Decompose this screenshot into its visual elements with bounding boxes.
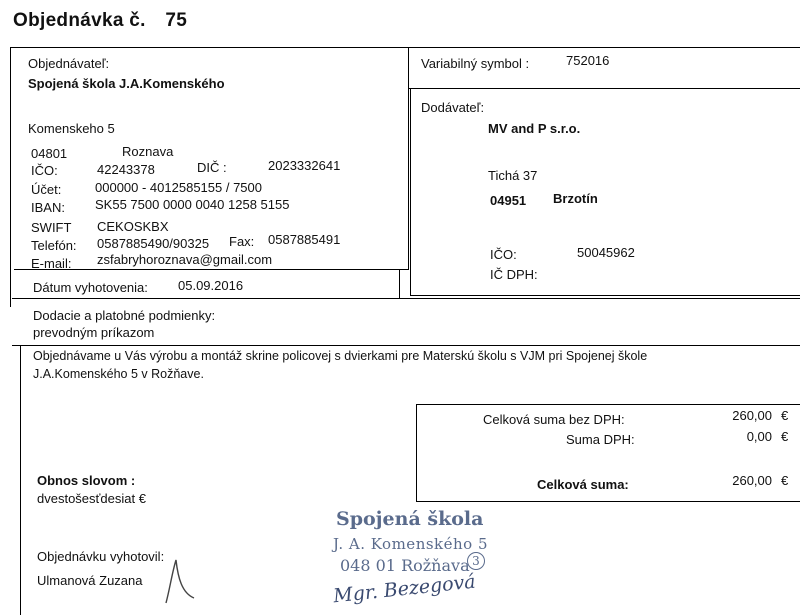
supplier-ico-label: IČO: [490, 247, 517, 262]
words-value: dvestošesťdesiat € [37, 491, 146, 506]
order-number: 75 [165, 10, 188, 31]
terms-bottom-line [12, 345, 800, 346]
orderer-zip: 04801 [31, 146, 68, 161]
stamp-line-3: 048 01 Rožňava [340, 556, 470, 575]
supplier-name: MV and P s.r.o. [488, 121, 581, 136]
orderer-iban: SK55 7500 0000 0040 1258 5155 [95, 197, 290, 212]
words-label: Obnos slovom : [37, 473, 136, 488]
terms-label: Dodacie a platobné podmienky: [33, 308, 216, 323]
totals-total-label: Celková suma: [537, 477, 629, 492]
signature: Mgr. Bezegová [332, 570, 477, 608]
variable-bottom-line [408, 88, 800, 89]
variable-symbol-value: 752016 [566, 53, 610, 68]
supplier-icdph-label: IČ DPH: [490, 267, 538, 282]
description-line-2: J.A.Komenského 5 v Rožňave. [33, 367, 204, 381]
supplier-label: Dodávateľ: [421, 100, 485, 115]
issue-date: 05.09.2016 [178, 278, 244, 293]
orderer-phone-label: Telefón: [31, 238, 77, 253]
supplier-street: Tichá 37 [488, 168, 538, 183]
totals-vat-label: Suma DPH: [566, 432, 635, 447]
orderer-label: Objednávateľ: [28, 56, 110, 71]
order-title-label: Objednávka č. [13, 10, 146, 31]
stamp-line-1: Spojená škola [336, 508, 484, 530]
orderer-dic: 2023332641 [268, 158, 341, 173]
date-bottom-line [12, 298, 800, 299]
totals-total-currency: € [781, 473, 789, 488]
orderer-email-label: E-mail: [31, 256, 72, 271]
stamp-line-2: J. A. Komenského 5 [333, 535, 489, 553]
orderer-bottom-line [14, 269, 409, 270]
totals-net-label: Celková suma bez DPH: [483, 412, 625, 427]
orderer-fax-label: Fax: [229, 234, 255, 249]
supplier-zip: 04951 [490, 193, 527, 208]
orderer-iban-label: IBAN: [31, 200, 65, 215]
orderer-account-label: Účet: [31, 182, 62, 197]
totals-total-value: 260,00 [732, 473, 772, 488]
orderer-right-line [408, 47, 409, 270]
totals-vat-currency: € [781, 429, 789, 444]
totals-net-currency: € [781, 408, 789, 423]
totals-net-value: 260,00 [732, 408, 772, 423]
supplier-city: Brzotín [553, 191, 598, 206]
issue-date-label: Dátum vyhotovenia: [33, 280, 148, 295]
prepared-label: Objednávku vyhotovil: [37, 549, 165, 564]
orderer-swift: CEKOSKBX [97, 219, 169, 234]
terms-value: prevodným príkazom [33, 325, 155, 340]
orderer-ico: 42243378 [97, 162, 155, 177]
supplier-ico: 50045962 [577, 245, 635, 260]
variable-symbol-label: Variabilný symbol : [421, 56, 530, 71]
orderer-email: zsfabryhoroznava@gmail.com [97, 252, 273, 267]
prepared-name: Ulmanová Zuzana [37, 573, 143, 588]
orderer-fax: 0587885491 [268, 232, 341, 247]
order-title [13, 10, 187, 32]
orderer-dic-label: DIČ : [197, 160, 227, 175]
supplier-bottom-line [410, 295, 800, 296]
supplier-left-line [410, 88, 411, 295]
date-right-line [399, 269, 400, 299]
orderer-street: Komenskeho 5 [28, 121, 115, 136]
orderer-swift-label: SWIFT [31, 220, 72, 235]
description-left-line [20, 345, 21, 615]
orderer-name: Spojená škola J.A.Komenského [28, 76, 225, 91]
orderer-city: Roznava [122, 144, 174, 159]
totals-vat-value: 0,00 [746, 429, 772, 444]
description-line-1: Objednávame u Vás výrobu a montáž skrine policovej s dvierkami pre Materskú školu s VJM pri Spojenej škole [33, 349, 648, 363]
orderer-phone: 0587885490/90325 [97, 236, 210, 251]
frame-top-line [10, 47, 800, 48]
frame-left-line [10, 47, 11, 307]
orderer-account: 000000 - 4012585155 / 7500 [95, 180, 262, 195]
orderer-ico-label: IČO: [31, 163, 58, 178]
stamp-number: 3 [467, 552, 485, 570]
handwritten-initial [158, 548, 200, 608]
